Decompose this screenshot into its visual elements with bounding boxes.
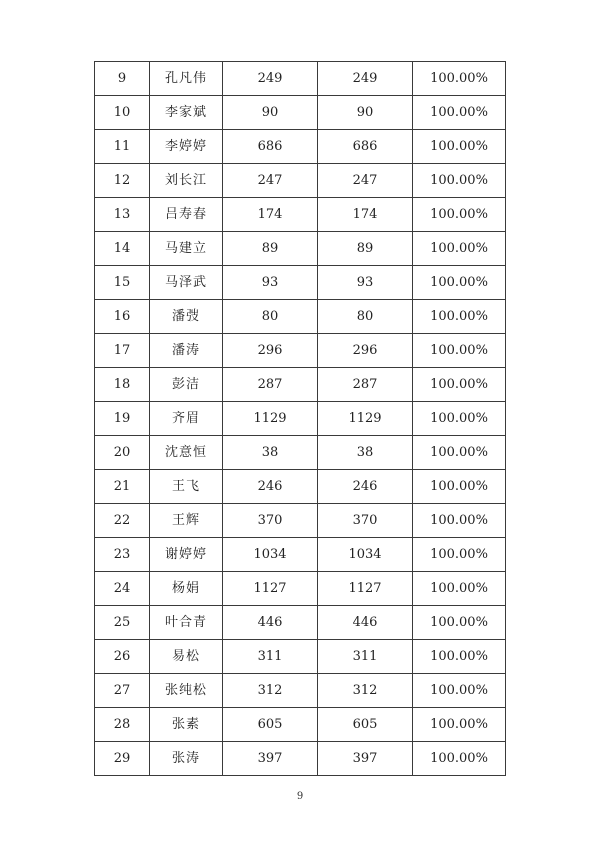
row-number-cell: 14 — [95, 232, 150, 266]
value-b-cell: 370 — [318, 504, 413, 538]
value-a-cell: 93 — [223, 266, 318, 300]
name-cell: 马泽武 — [150, 266, 223, 300]
value-a-cell: 247 — [223, 164, 318, 198]
name-cell: 潘涛 — [150, 334, 223, 368]
rate-cell: 100.00% — [413, 504, 506, 538]
name-cell: 潘弢 — [150, 300, 223, 334]
rate-cell: 100.00% — [413, 402, 506, 436]
rate-cell: 100.00% — [413, 606, 506, 640]
value-a-cell: 38 — [223, 436, 318, 470]
row-number-cell: 24 — [95, 572, 150, 606]
rate-cell: 100.00% — [413, 62, 506, 96]
row-number-cell: 20 — [95, 436, 150, 470]
rate-cell: 100.00% — [413, 470, 506, 504]
table-row — [95, 742, 506, 776]
table-row — [95, 62, 506, 96]
table-row — [95, 198, 506, 232]
row-number-cell: 13 — [95, 198, 150, 232]
table-row — [95, 606, 506, 640]
name-cell: 张纯松 — [150, 674, 223, 708]
name-cell: 齐眉 — [150, 402, 223, 436]
page-number: 9 — [296, 791, 304, 802]
value-a-cell: 174 — [223, 198, 318, 232]
name-cell: 李家斌 — [150, 96, 223, 130]
name-cell: 张素 — [150, 708, 223, 742]
name-cell: 谢婷婷 — [150, 538, 223, 572]
name-cell: 沈意恒 — [150, 436, 223, 470]
value-a-cell: 246 — [223, 470, 318, 504]
row-number-cell: 11 — [95, 130, 150, 164]
table-row — [95, 436, 506, 470]
name-cell: 孔凡伟 — [150, 62, 223, 96]
value-b-cell: 686 — [318, 130, 413, 164]
value-b-cell: 174 — [318, 198, 413, 232]
value-b-cell: 605 — [318, 708, 413, 742]
table-row — [95, 470, 506, 504]
value-a-cell: 1034 — [223, 538, 318, 572]
row-number-cell: 28 — [95, 708, 150, 742]
rate-cell: 100.00% — [413, 368, 506, 402]
rate-cell: 100.00% — [413, 198, 506, 232]
name-cell: 张涛 — [150, 742, 223, 776]
rate-cell: 100.00% — [413, 130, 506, 164]
rate-cell: 100.00% — [413, 640, 506, 674]
table-row — [95, 130, 506, 164]
table-body — [95, 62, 506, 776]
value-b-cell: 90 — [318, 96, 413, 130]
rate-cell: 100.00% — [413, 572, 506, 606]
row-number-cell: 26 — [95, 640, 150, 674]
value-a-cell: 89 — [223, 232, 318, 266]
row-number-cell: 23 — [95, 538, 150, 572]
table-row — [95, 504, 506, 538]
value-a-cell: 605 — [223, 708, 318, 742]
rate-cell: 100.00% — [413, 300, 506, 334]
value-b-cell: 246 — [318, 470, 413, 504]
name-cell: 马建立 — [150, 232, 223, 266]
table-row — [95, 368, 506, 402]
value-b-cell: 312 — [318, 674, 413, 708]
name-cell: 叶合青 — [150, 606, 223, 640]
value-b-cell: 80 — [318, 300, 413, 334]
value-b-cell: 93 — [318, 266, 413, 300]
row-number-cell: 15 — [95, 266, 150, 300]
name-cell: 刘长江 — [150, 164, 223, 198]
name-cell: 李婷婷 — [150, 130, 223, 164]
value-b-cell: 1034 — [318, 538, 413, 572]
name-cell: 杨娟 — [150, 572, 223, 606]
rate-cell: 100.00% — [413, 436, 506, 470]
rate-cell: 100.00% — [413, 96, 506, 130]
row-number-cell: 12 — [95, 164, 150, 198]
value-b-cell: 397 — [318, 742, 413, 776]
value-a-cell: 296 — [223, 334, 318, 368]
row-number-cell: 25 — [95, 606, 150, 640]
value-a-cell: 311 — [223, 640, 318, 674]
value-b-cell: 311 — [318, 640, 413, 674]
row-number-cell: 21 — [95, 470, 150, 504]
value-b-cell: 38 — [318, 436, 413, 470]
row-number-cell: 18 — [95, 368, 150, 402]
name-cell: 彭洁 — [150, 368, 223, 402]
name-cell: 易松 — [150, 640, 223, 674]
rate-cell: 100.00% — [413, 674, 506, 708]
data-table — [94, 61, 506, 776]
row-number-cell: 16 — [95, 300, 150, 334]
value-a-cell: 686 — [223, 130, 318, 164]
table-row — [95, 96, 506, 130]
value-b-cell: 1127 — [318, 572, 413, 606]
rate-cell: 100.00% — [413, 232, 506, 266]
rate-cell: 100.00% — [413, 742, 506, 776]
rate-cell: 100.00% — [413, 164, 506, 198]
row-number-cell: 17 — [95, 334, 150, 368]
value-a-cell: 312 — [223, 674, 318, 708]
value-a-cell: 287 — [223, 368, 318, 402]
value-a-cell: 1129 — [223, 402, 318, 436]
table-row — [95, 334, 506, 368]
table-row — [95, 538, 506, 572]
table-row — [95, 232, 506, 266]
value-b-cell: 247 — [318, 164, 413, 198]
table-row — [95, 300, 506, 334]
value-a-cell: 1127 — [223, 572, 318, 606]
rate-cell: 100.00% — [413, 538, 506, 572]
table-row — [95, 640, 506, 674]
value-a-cell: 90 — [223, 96, 318, 130]
value-b-cell: 446 — [318, 606, 413, 640]
value-b-cell: 287 — [318, 368, 413, 402]
table-row — [95, 266, 506, 300]
row-number-cell: 29 — [95, 742, 150, 776]
rate-cell: 100.00% — [413, 334, 506, 368]
name-cell: 王辉 — [150, 504, 223, 538]
rate-cell: 100.00% — [413, 708, 506, 742]
table-row — [95, 164, 506, 198]
name-cell: 王飞 — [150, 470, 223, 504]
value-a-cell: 446 — [223, 606, 318, 640]
name-cell: 吕寿春 — [150, 198, 223, 232]
row-number-cell: 22 — [95, 504, 150, 538]
row-number-cell: 9 — [95, 62, 150, 96]
table-row — [95, 674, 506, 708]
value-b-cell: 89 — [318, 232, 413, 266]
row-number-cell: 27 — [95, 674, 150, 708]
value-b-cell: 249 — [318, 62, 413, 96]
value-a-cell: 397 — [223, 742, 318, 776]
value-a-cell: 80 — [223, 300, 318, 334]
value-a-cell: 370 — [223, 504, 318, 538]
value-a-cell: 249 — [223, 62, 318, 96]
rate-cell: 100.00% — [413, 266, 506, 300]
row-number-cell: 10 — [95, 96, 150, 130]
table-row — [95, 708, 506, 742]
row-number-cell: 19 — [95, 402, 150, 436]
table-row — [95, 572, 506, 606]
value-b-cell: 296 — [318, 334, 413, 368]
table-row — [95, 402, 506, 436]
value-b-cell: 1129 — [318, 402, 413, 436]
